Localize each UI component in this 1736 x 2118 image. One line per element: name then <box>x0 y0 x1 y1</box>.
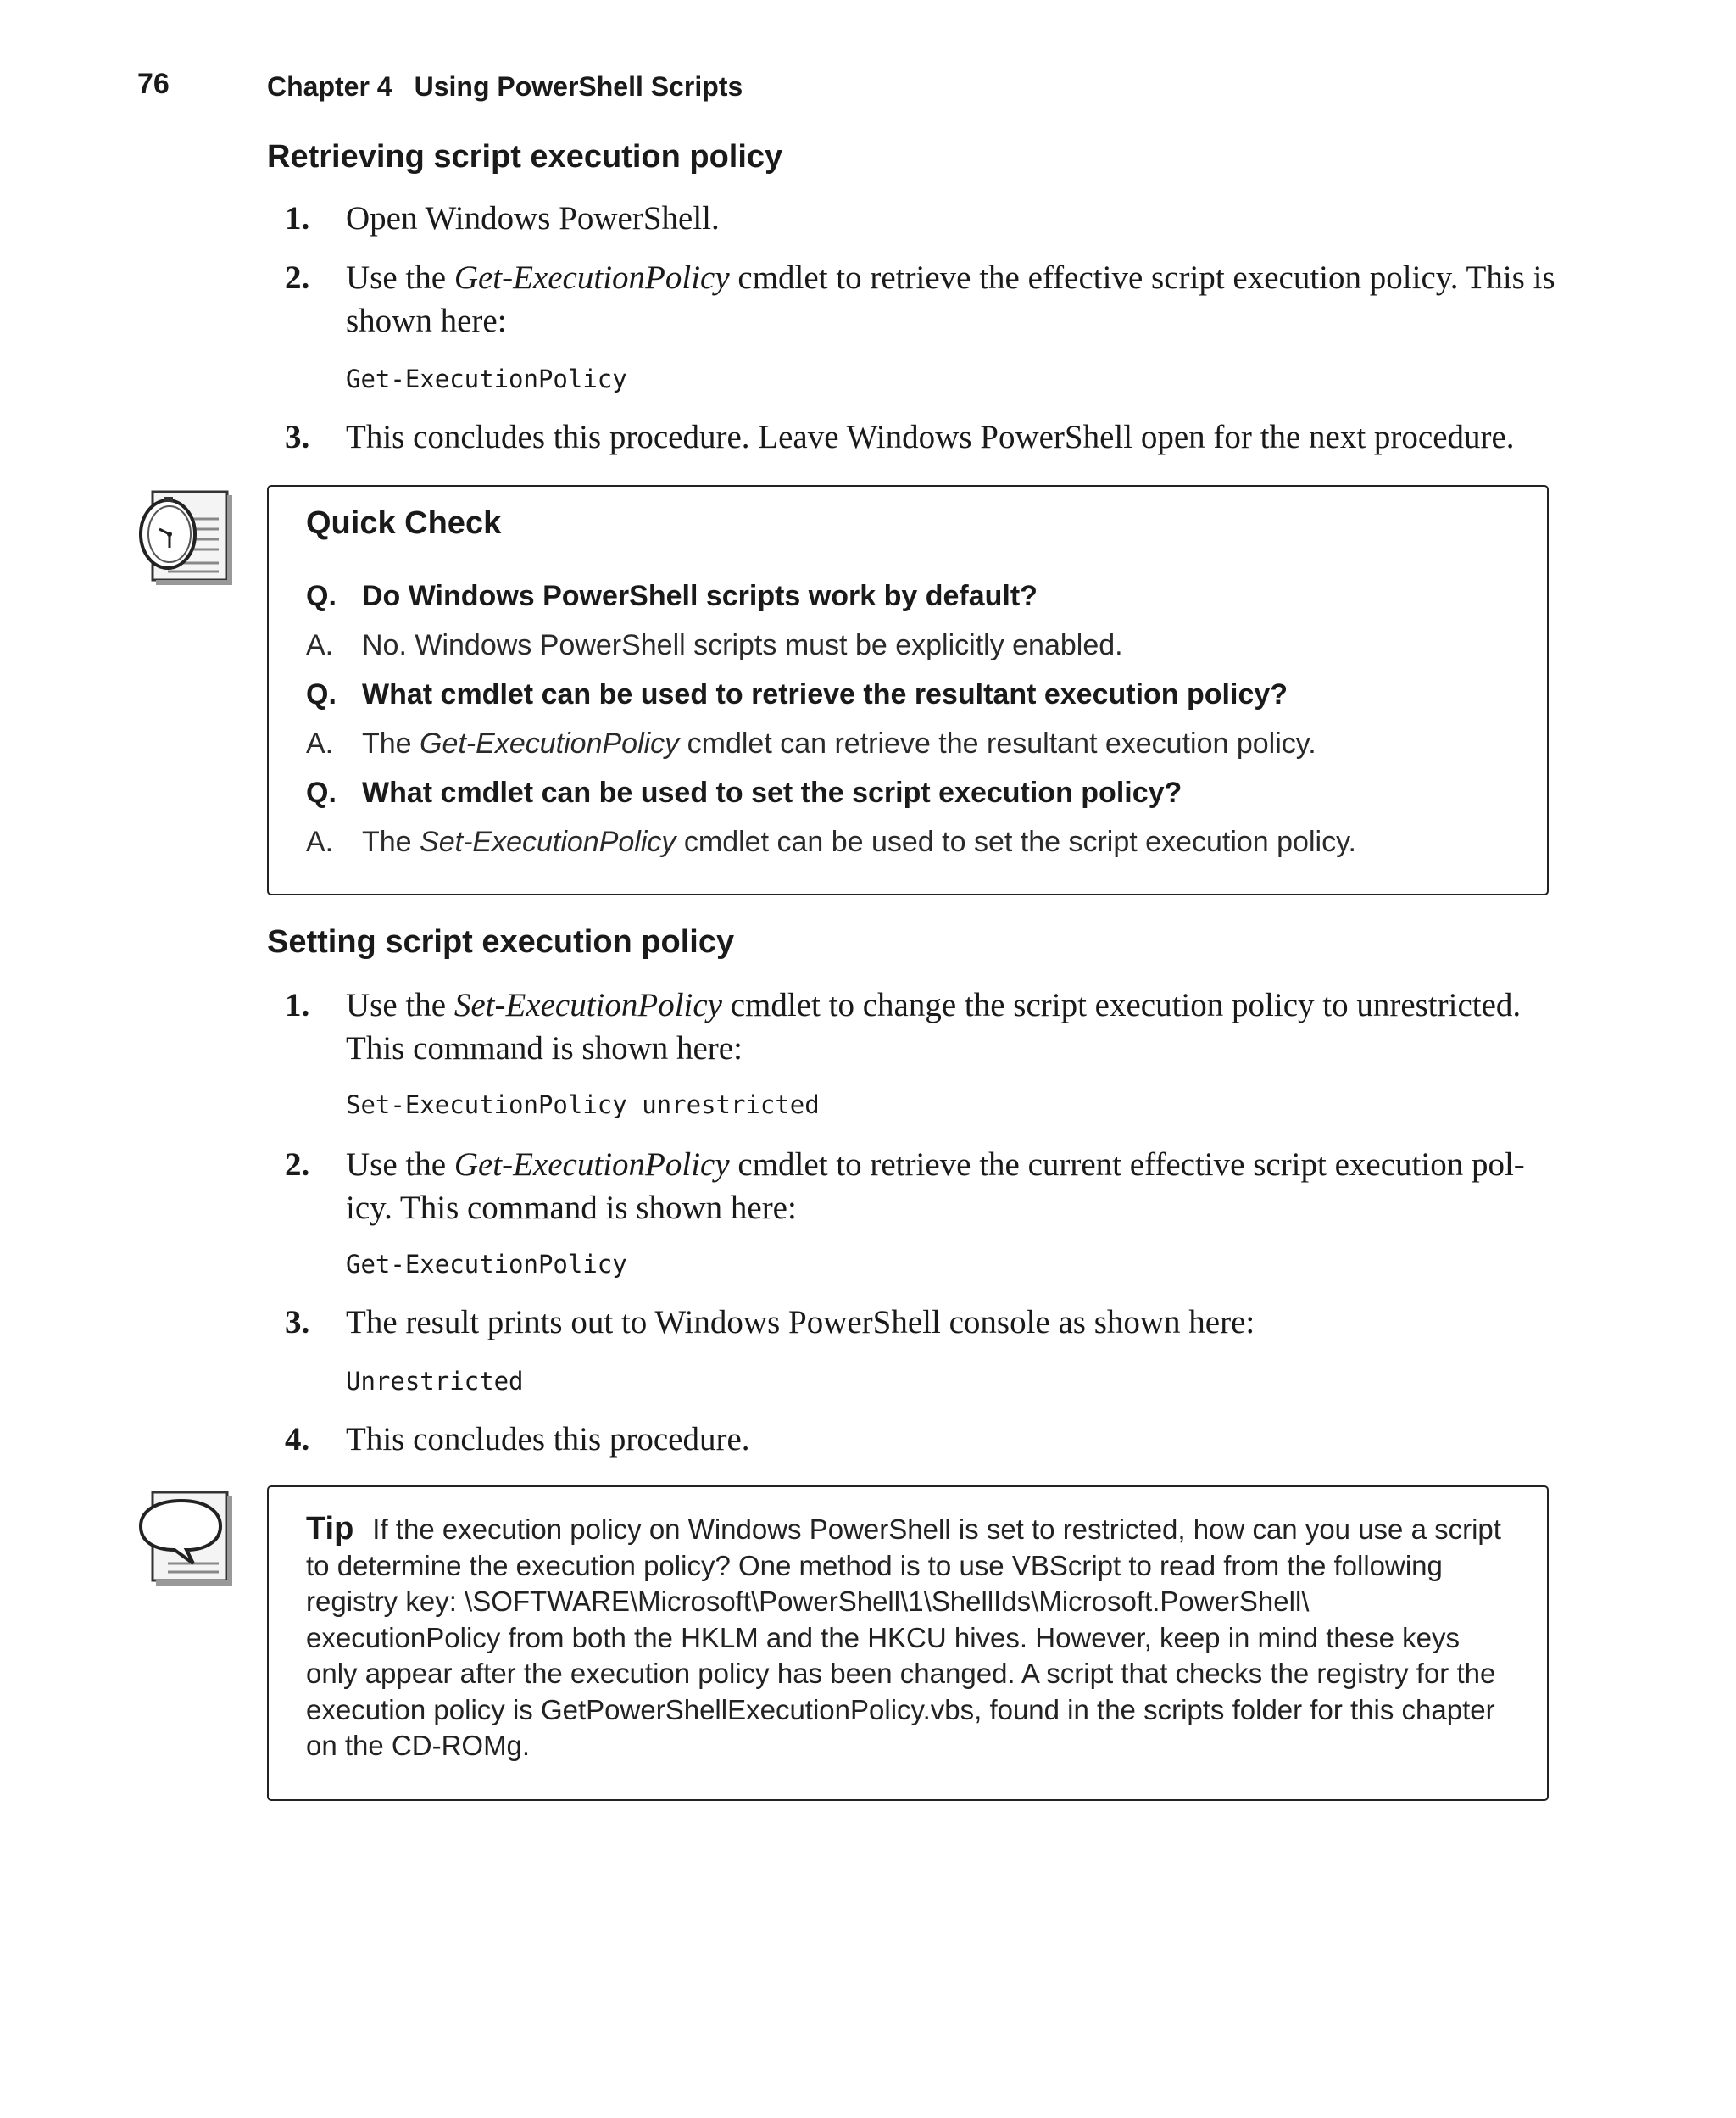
step-text: Open Windows PowerShell. <box>346 200 720 237</box>
step-number: 2. <box>285 259 310 296</box>
tip-body <box>306 1511 1510 1764</box>
question-label: Q. <box>306 777 337 809</box>
code-line: Get-ExecutionPolicy <box>346 1250 627 1279</box>
answer-text: The Set-ExecutionPolicy cmdlet can be used to set the script execution policy. <box>362 826 1356 858</box>
tip-label: Tip <box>306 1511 354 1547</box>
quick-check-question <box>306 777 1493 810</box>
step-number: 2. <box>285 1146 310 1183</box>
code-line: Set-ExecutionPolicy unrestricted <box>346 1090 820 1119</box>
question-text: Do Windows PowerShell scripts work by default? <box>362 580 1038 612</box>
page-number: 76 <box>137 68 170 100</box>
question-label: Q. <box>306 580 337 612</box>
question-label: Q. <box>306 678 337 711</box>
quick-check-answer <box>306 727 1493 761</box>
quick-check-question <box>306 678 1493 711</box>
quick-check-answer <box>306 826 1493 859</box>
step-item <box>285 197 1556 240</box>
answer-text: No. Windows PowerShell scripts must be explicitly enabled. <box>362 629 1123 661</box>
step-item <box>285 256 1556 343</box>
code-line: Unrestricted <box>346 1367 524 1396</box>
step-text: This concludes this procedure. <box>346 1421 750 1458</box>
step-text: Use the Get-ExecutionPolicy cmdlet to retrieve the current effective script execution pol-icy. This command is shown here: <box>346 1146 1525 1226</box>
chapter-header <box>267 71 743 103</box>
step-number: 1. <box>285 987 310 1023</box>
stopwatch-note-icon <box>134 485 236 590</box>
answer-label: A. <box>306 629 334 661</box>
step-number: 3. <box>285 419 310 455</box>
step-item <box>285 415 1556 459</box>
question-text: What cmdlet can be used to set the script execution policy? <box>362 777 1182 809</box>
step-text: Use the Get-ExecutionPolicy cmdlet to retrieve the effective script execution policy. This is shown here: <box>346 259 1555 339</box>
chapter-title: Using PowerShell Scripts <box>414 71 743 102</box>
quick-check-answer <box>306 629 1493 662</box>
section-heading-retrieving: Retrieving script execution policy <box>267 139 783 175</box>
tip-box <box>267 1485 1549 1801</box>
answer-label: A. <box>306 727 334 760</box>
step-item <box>285 1418 1556 1461</box>
answer-text: The Get-ExecutionPolicy cmdlet can retrieve the resultant execution policy. <box>362 727 1316 760</box>
step-item <box>285 984 1556 1070</box>
speech-bubble-note-icon <box>134 1485 236 1591</box>
code-line: Get-ExecutionPolicy <box>346 365 627 393</box>
quick-check-question <box>306 580 1493 613</box>
step-text: Use the Set-ExecutionPolicy cmdlet to change the script execution policy to unrestricted. This command is shown here: <box>346 987 1522 1067</box>
chapter-label: Chapter 4 <box>267 71 392 102</box>
step-number: 4. <box>285 1421 310 1458</box>
step-item <box>285 1143 1556 1229</box>
step-item <box>285 1301 1556 1344</box>
question-text: What cmdlet can be used to retrieve the resultant execution policy? <box>362 678 1288 711</box>
quick-check-box <box>267 485 1549 895</box>
tip-text: If the execution policy on Windows PowerShell is set to restricted, how can you use a script to determine the execution policy? One method is to use VBScript to read from the following registry key: \SOFTWARE\Microsoft\PowerShell\1\ShellIds\Microsoft.PowerShell\ executionPolicy from both the HKLM and the HKCU hives. However, keep in mind these keys only appear after the execution policy has been changed. A script that checks the registry for the execution policy is GetPowerShellExecutionPolicy.vbs, found in the scripts folder for this chapter on the CD-ROMg. <box>306 1513 1501 1761</box>
step-text: This concludes this procedure. Leave Windows PowerShell open for the next procedure. <box>346 419 1515 455</box>
step-text: The result prints out to Windows PowerShell console as shown here: <box>346 1304 1255 1340</box>
quick-check-title: Quick Check <box>306 505 502 541</box>
step-number: 1. <box>285 200 310 237</box>
step-number: 3. <box>285 1304 310 1340</box>
answer-label: A. <box>306 826 334 858</box>
section-heading-setting: Setting script execution policy <box>267 924 735 960</box>
